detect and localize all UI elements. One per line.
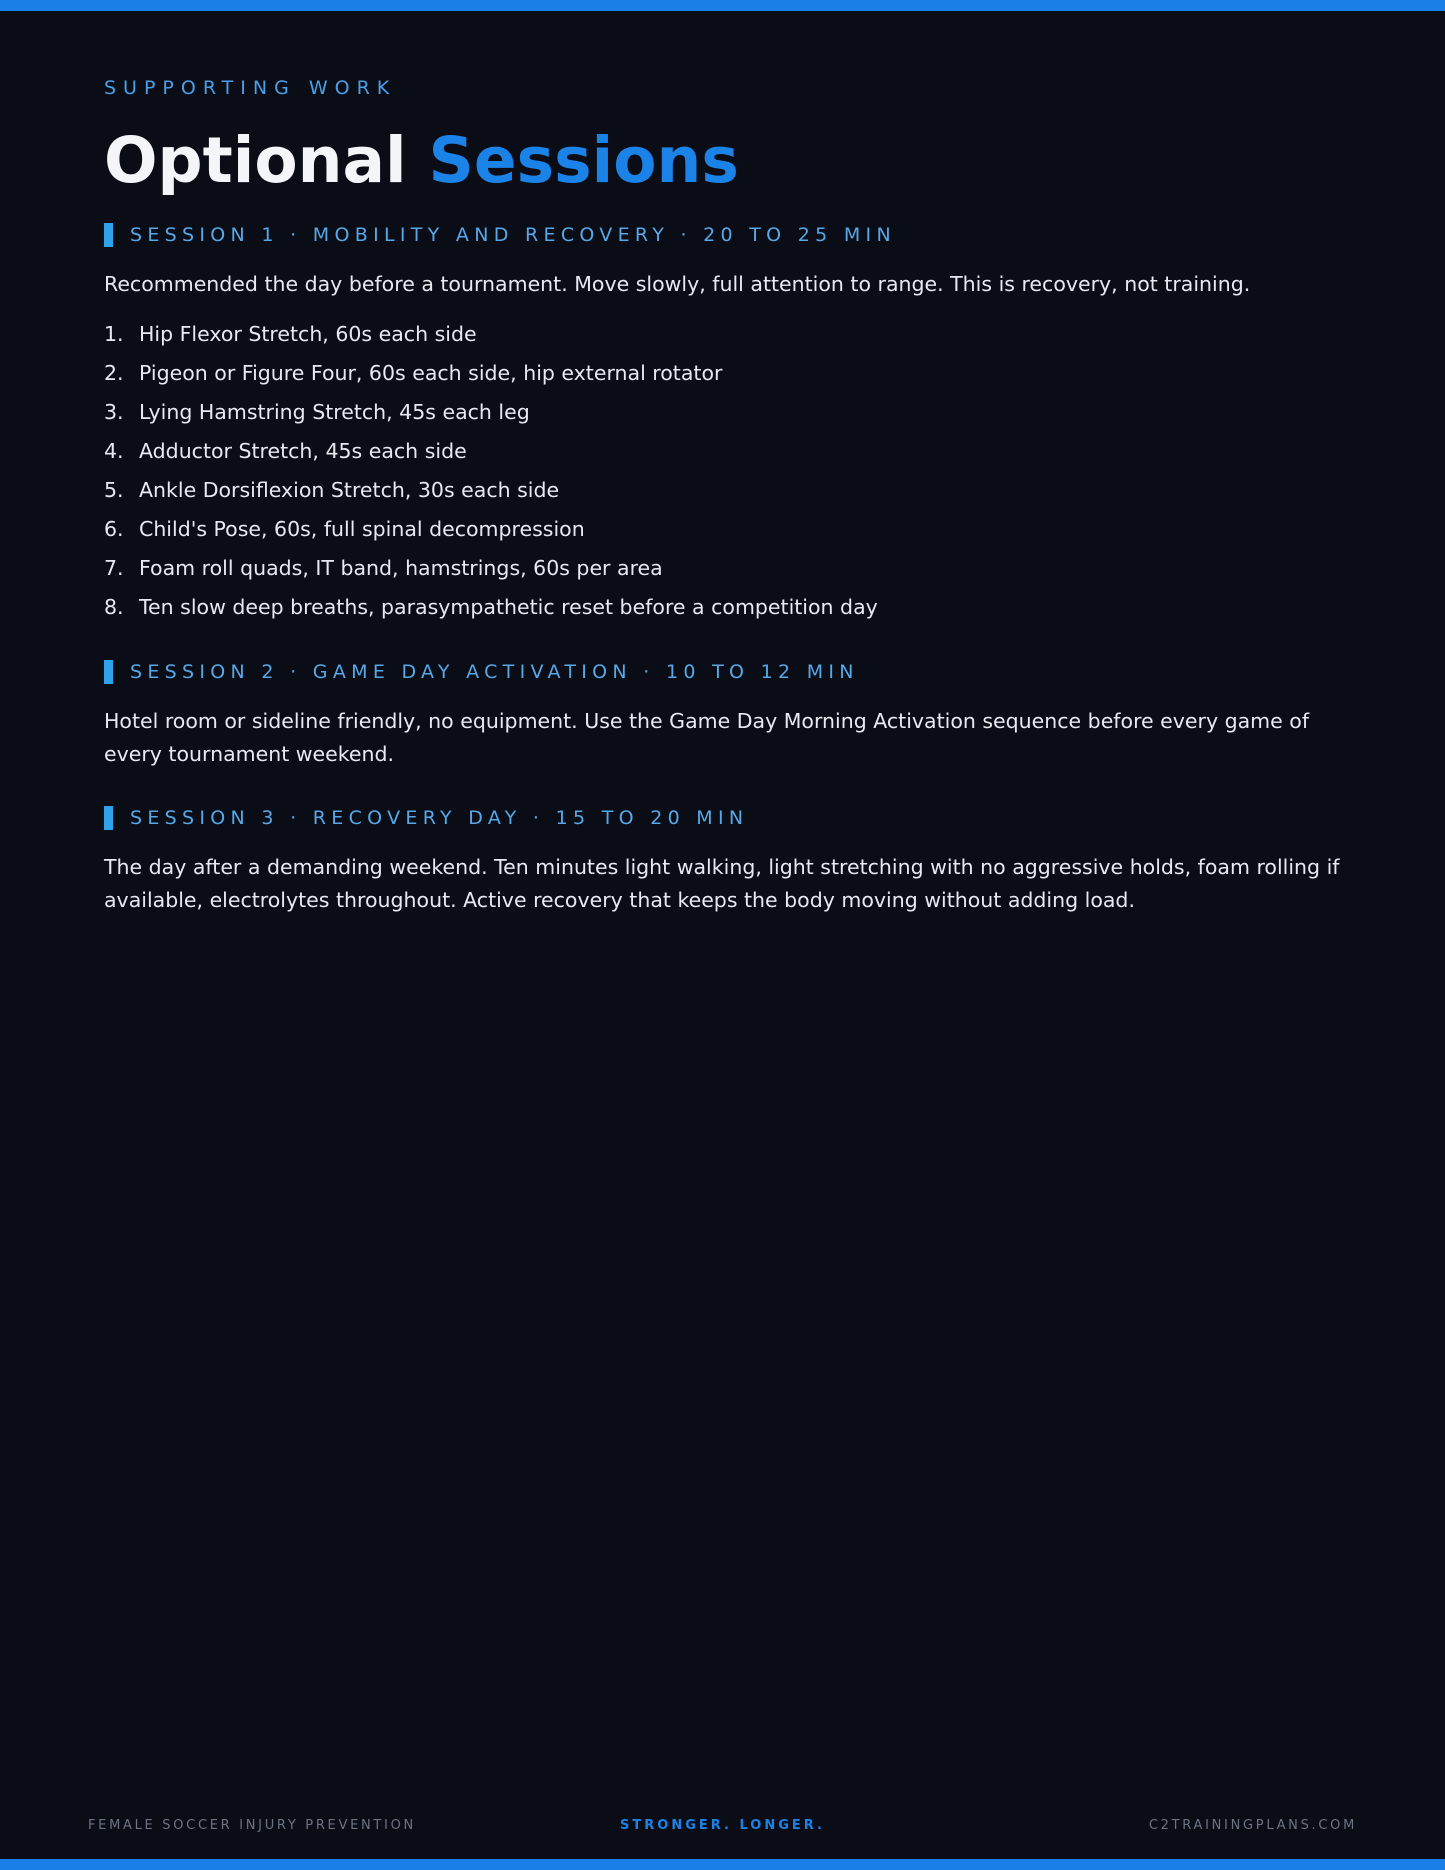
- page-content: [104, 76, 1354, 917]
- list-item-number: 2.: [104, 361, 124, 385]
- footer-tagline: STRONGER. LONGER.: [620, 1818, 825, 1833]
- session-3-heading: [104, 805, 1354, 831]
- top-accent-bar: [0, 0, 1445, 11]
- eyebrow-label: SUPPORTING WORK: [104, 77, 397, 99]
- list-item: [104, 588, 1354, 627]
- list-item: [104, 315, 1354, 354]
- session-2-heading: [104, 659, 1354, 685]
- footer-left-text: FEMALE SOCCER INJURY PREVENTION: [88, 1818, 416, 1833]
- session-1-label: SESSION 1 · MOBILITY AND RECOVERY · 20 TO 25 MIN: [130, 224, 896, 246]
- session-1-description: Recommended the day before a tournament. Move slowly, full attention to range. This is recovery, not training.: [104, 272, 1251, 296]
- section-marker: [104, 806, 113, 830]
- session-3-description: The day after a demanding weekend. Ten minutes light walking, light stretching with no aggressive holds, foam rolling if available, electrolytes throughout. Active recovery that keeps the body moving without adding load.: [104, 855, 1340, 912]
- bottom-accent-bar: [0, 1859, 1445, 1870]
- list-item-text: Ten slow deep breaths, parasympathetic reset before a competition day: [139, 595, 878, 619]
- list-item-number: 1.: [104, 322, 124, 346]
- footer-website: C2TRAININGPLANS.COM: [1148, 1818, 1357, 1833]
- list-item-text: Pigeon or Figure Four, 60s each side, hip external rotator: [139, 361, 723, 385]
- list-item-number: 4.: [104, 439, 124, 463]
- session-3-label: SESSION 3 · RECOVERY DAY · 15 TO 20 MIN: [130, 807, 749, 829]
- list-item: [104, 549, 1354, 588]
- list-item-text: Adductor Stretch, 45s each side: [139, 439, 467, 463]
- list-item-text: Foam roll quads, IT band, hamstrings, 60s per area: [139, 556, 663, 580]
- list-item-number: 6.: [104, 517, 124, 541]
- list-item-number: 7.: [104, 556, 124, 580]
- list-item-text: Hip Flexor Stretch, 60s each side: [139, 322, 477, 346]
- list-item-number: 3.: [104, 400, 124, 424]
- list-item: [104, 354, 1354, 393]
- list-item-text: Child's Pose, 60s, full spinal decompression: [139, 517, 585, 541]
- session-1-heading: [104, 222, 1354, 248]
- section-marker: [104, 223, 113, 247]
- list-item-text: Lying Hamstring Stretch, 45s each leg: [139, 400, 530, 424]
- list-item-number: 5.: [104, 478, 124, 502]
- list-item: [104, 471, 1354, 510]
- page-title-accent: Sessions: [428, 124, 739, 197]
- section-marker: [104, 660, 113, 684]
- list-item: [104, 510, 1354, 549]
- list-item: [104, 393, 1354, 432]
- page-title: [104, 126, 1354, 196]
- session-1-exercise-list: [104, 315, 1354, 627]
- session-2-description: Hotel room or sideline friendly, no equipment. Use the Game Day Morning Activation sequence before every game of every tournament weekend.: [104, 709, 1310, 766]
- list-item: [104, 432, 1354, 471]
- session-2-label: SESSION 2 · GAME DAY ACTIVATION · 10 TO 12 MIN: [130, 661, 859, 683]
- list-item-number: 8.: [104, 595, 124, 619]
- page-footer: [0, 1818, 1445, 1838]
- list-item-text: Ankle Dorsiflexion Stretch, 30s each side: [139, 478, 560, 502]
- page-title-main: Optional: [104, 124, 429, 197]
